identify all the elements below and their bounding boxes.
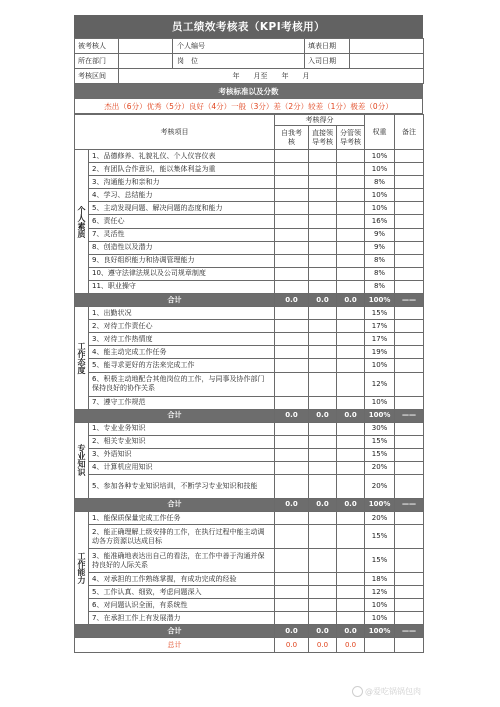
dept-score-cell[interactable] — [337, 612, 365, 625]
direct-score-cell[interactable] — [309, 435, 337, 448]
self-score-cell[interactable] — [275, 267, 309, 280]
item-text: 5、主动发现问题、解决问题的态度和能力 — [89, 202, 275, 215]
self-header: 自我考核 — [275, 126, 309, 150]
self-score-cell[interactable] — [275, 586, 309, 599]
item-row — [75, 396, 424, 409]
score-group-header: 考核得分 — [275, 115, 365, 126]
dept-score-cell[interactable] — [337, 346, 365, 359]
dept-score-cell[interactable] — [337, 228, 365, 241]
self-score-cell[interactable] — [275, 176, 309, 189]
weight-cell: 10% — [365, 202, 395, 215]
weight-cell: 15% — [365, 549, 395, 573]
item-text: 9、良好组织能力和协调管理能力 — [89, 254, 275, 267]
kpi-form — [74, 15, 423, 653]
assessee-field[interactable] — [119, 39, 173, 54]
weight-header: 权重 — [365, 115, 395, 150]
item-row — [75, 549, 424, 573]
direct-score-cell[interactable] — [309, 150, 337, 163]
note-cell[interactable] — [395, 586, 424, 599]
item-header: 考核项目 — [75, 115, 275, 150]
item-row — [75, 176, 424, 189]
dept-score-cell[interactable] — [337, 241, 365, 254]
join-date-label: 入司日期 — [305, 54, 350, 69]
grand-total-note — [395, 638, 424, 653]
item-row — [75, 372, 424, 396]
subtotal-weight: 100% — [365, 409, 395, 422]
dept-score-cell[interactable] — [337, 461, 365, 474]
item-row — [75, 189, 424, 202]
subtotal-self: 0.0 — [275, 625, 309, 638]
subtotal-note: —— — [395, 625, 424, 638]
direct-score-cell[interactable] — [309, 307, 337, 320]
dept-score-cell[interactable] — [337, 150, 365, 163]
note-cell[interactable] — [395, 461, 424, 474]
self-score-cell[interactable] — [275, 511, 309, 524]
item-text: 1、品德修养、礼貌礼仪、个人仪容仪表 — [89, 150, 275, 163]
item-text: 10、遵守法律法规以及公司规章制度 — [89, 267, 275, 280]
direct-score-cell[interactable] — [309, 176, 337, 189]
item-text: 7、遵守工作规范 — [89, 396, 275, 409]
weight-cell: 10% — [365, 189, 395, 202]
self-score-cell[interactable] — [275, 573, 309, 586]
item-text: 4、能主动完成工作任务 — [89, 346, 275, 359]
note-cell[interactable] — [395, 549, 424, 573]
note-cell[interactable] — [395, 176, 424, 189]
item-row — [75, 511, 424, 524]
self-score-cell[interactable] — [275, 280, 309, 293]
direct-score-cell[interactable] — [309, 215, 337, 228]
item-text: 6、积极主动地配合其他岗位的工作，与同事及协作部门保持良好的协作关系 — [89, 372, 275, 396]
self-score-cell[interactable] — [275, 202, 309, 215]
subtotal-dept: 0.0 — [337, 498, 365, 511]
dept-score-cell[interactable] — [337, 448, 365, 461]
direct-score-cell[interactable] — [309, 254, 337, 267]
direct-score-cell[interactable] — [309, 612, 337, 625]
weight-cell: 10% — [365, 599, 395, 612]
item-row — [75, 359, 424, 372]
note-cell[interactable] — [395, 448, 424, 461]
dept-score-cell[interactable] — [337, 307, 365, 320]
assessment-table — [74, 114, 424, 653]
subtotal-direct: 0.0 — [309, 409, 337, 422]
direct-score-cell[interactable] — [309, 448, 337, 461]
item-text: 3、沟通能力和亲和力 — [89, 176, 275, 189]
item-text: 4、学习、总结能力 — [89, 189, 275, 202]
note-cell[interactable] — [395, 573, 424, 586]
dept-score-cell[interactable] — [337, 474, 365, 498]
subtotal-direct: 0.0 — [309, 294, 337, 307]
subtotal-row — [75, 625, 424, 638]
weight-cell: 16% — [365, 215, 395, 228]
item-row — [75, 241, 424, 254]
subtotal-label: 合计 — [75, 409, 275, 422]
item-text: 3、外语知识 — [89, 448, 275, 461]
item-row — [75, 435, 424, 448]
grand-total-row — [75, 638, 424, 653]
dept-score-cell[interactable] — [337, 511, 365, 524]
subtotal-dept: 0.0 — [337, 294, 365, 307]
dept-field[interactable] — [119, 54, 173, 69]
subtotal-dept: 0.0 — [337, 409, 365, 422]
item-row — [75, 163, 424, 176]
dept-score-cell[interactable] — [337, 599, 365, 612]
weight-cell: 10% — [365, 163, 395, 176]
note-cell[interactable] — [395, 612, 424, 625]
self-score-cell[interactable] — [275, 435, 309, 448]
self-score-cell[interactable] — [275, 448, 309, 461]
direct-score-cell[interactable] — [309, 189, 337, 202]
dept-score-cell[interactable] — [337, 359, 365, 372]
category-label: 专业知识 — [75, 422, 89, 498]
self-score-cell[interactable] — [275, 396, 309, 409]
assessee-label: 被考核人 — [75, 39, 119, 54]
note-cell[interactable] — [395, 474, 424, 498]
item-row — [75, 320, 424, 333]
score-scale: 杰出（6分）优秀（5分）良好（4分）一般（3分）差（2分）较差（1分）极差（0分） — [74, 99, 423, 114]
weight-cell: 15% — [365, 435, 395, 448]
direct-score-cell[interactable] — [309, 333, 337, 346]
dept-score-cell[interactable] — [337, 189, 365, 202]
self-score-cell[interactable] — [275, 422, 309, 435]
camera-icon — [352, 686, 363, 697]
join-date-field[interactable] — [350, 54, 424, 69]
self-score-cell[interactable] — [275, 254, 309, 267]
weight-cell: 15% — [365, 448, 395, 461]
self-score-cell[interactable] — [275, 372, 309, 396]
self-score-cell[interactable] — [275, 346, 309, 359]
note-cell[interactable] — [395, 228, 424, 241]
item-text: 7、在承担工作上有发展潜力 — [89, 612, 275, 625]
weight-cell: 20% — [365, 511, 395, 524]
self-score-cell[interactable] — [275, 228, 309, 241]
weight-cell: 8% — [365, 254, 395, 267]
note-cell[interactable] — [395, 189, 424, 202]
item-row — [75, 573, 424, 586]
subtotal-self: 0.0 — [275, 409, 309, 422]
direct-score-cell[interactable] — [309, 511, 337, 524]
self-score-cell[interactable] — [275, 320, 309, 333]
direct-score-cell[interactable] — [309, 320, 337, 333]
dept-score-cell[interactable] — [337, 163, 365, 176]
subtotal-label: 合计 — [75, 498, 275, 511]
item-text: 3、对待工作热情度 — [89, 333, 275, 346]
subtotal-self: 0.0 — [275, 498, 309, 511]
fill-date-field[interactable] — [350, 39, 424, 54]
note-cell[interactable] — [395, 215, 424, 228]
direct-score-cell[interactable] — [309, 228, 337, 241]
direct-score-cell[interactable] — [309, 359, 337, 372]
item-row — [75, 422, 424, 435]
direct-score-cell[interactable] — [309, 461, 337, 474]
grand-total-label: 总计 — [75, 638, 275, 653]
item-text: 7、灵活性 — [89, 228, 275, 241]
dept-score-cell[interactable] — [337, 176, 365, 189]
weight-cell: 12% — [365, 586, 395, 599]
self-score-cell[interactable] — [275, 215, 309, 228]
weight-cell: 20% — [365, 474, 395, 498]
note-cell[interactable] — [395, 307, 424, 320]
weight-cell: 10% — [365, 150, 395, 163]
note-cell[interactable] — [395, 599, 424, 612]
subtotal-note: —— — [395, 409, 424, 422]
note-cell[interactable] — [395, 163, 424, 176]
grand-total-self: 0.0 — [275, 638, 309, 653]
subtotal-row — [75, 498, 424, 511]
weight-cell: 8% — [365, 267, 395, 280]
weight-cell: 18% — [365, 573, 395, 586]
subtotal-label: 合计 — [75, 294, 275, 307]
item-row — [75, 586, 424, 599]
direct-score-cell[interactable] — [309, 474, 337, 498]
item-row — [75, 448, 424, 461]
direct-score-cell[interactable] — [309, 267, 337, 280]
subtotal-direct: 0.0 — [309, 498, 337, 511]
note-cell[interactable] — [395, 525, 424, 549]
weight-cell: 17% — [365, 333, 395, 346]
self-score-cell[interactable] — [275, 474, 309, 498]
grand-total-dept: 0.0 — [337, 638, 365, 653]
note-cell[interactable] — [395, 333, 424, 346]
direct-score-cell[interactable] — [309, 586, 337, 599]
item-row — [75, 599, 424, 612]
note-cell[interactable] — [395, 372, 424, 396]
dept-score-cell[interactable] — [337, 267, 365, 280]
item-text: 5、参加各种专业知识培训，不断学习专业知识和技能 — [89, 474, 275, 498]
item-text: 6、责任心 — [89, 215, 275, 228]
weight-cell: 9% — [365, 228, 395, 241]
note-cell[interactable] — [395, 511, 424, 524]
direct-score-cell[interactable] — [309, 525, 337, 549]
item-row — [75, 215, 424, 228]
self-score-cell[interactable] — [275, 307, 309, 320]
item-text: 3、能准确地表达出自己的看法，在工作中善于沟通并保持良好的人际关系 — [89, 549, 275, 573]
watermark-text: @爱吃锅锅包肉 — [365, 687, 421, 696]
item-row — [75, 267, 424, 280]
item-text: 2、有团队合作意识，能以集体利益为重 — [89, 163, 275, 176]
category-label: 个人素质 — [75, 150, 89, 294]
position-label: 岗 位 — [177, 56, 198, 65]
dept-score-cell[interactable] — [337, 422, 365, 435]
info-table — [74, 38, 424, 84]
self-score-cell[interactable] — [275, 525, 309, 549]
subtotal-row — [75, 409, 424, 422]
item-text: 8、创造性以及潜力 — [89, 241, 275, 254]
subtotal-weight: 100% — [365, 498, 395, 511]
self-score-cell[interactable] — [275, 333, 309, 346]
item-text: 1、出勤状况 — [89, 307, 275, 320]
weight-cell: 15% — [365, 307, 395, 320]
note-header: 备注 — [395, 115, 424, 150]
period-label: 考核区间 — [75, 69, 119, 84]
subtotal-self: 0.0 — [275, 294, 309, 307]
direct-score-cell[interactable] — [309, 241, 337, 254]
item-row — [75, 280, 424, 293]
subtotal-direct: 0.0 — [309, 625, 337, 638]
item-row — [75, 461, 424, 474]
direct-score-cell[interactable] — [309, 396, 337, 409]
fill-date-label: 填表日期 — [305, 39, 350, 54]
item-row — [75, 254, 424, 267]
dept-score-cell[interactable] — [337, 202, 365, 215]
category-label: 工作能力 — [75, 511, 89, 624]
self-score-cell[interactable] — [275, 359, 309, 372]
dept-score-cell[interactable] — [337, 573, 365, 586]
item-row — [75, 202, 424, 215]
dept-score-cell[interactable] — [337, 280, 365, 293]
item-row — [75, 474, 424, 498]
note-cell[interactable] — [395, 422, 424, 435]
subtotal-dept: 0.0 — [337, 625, 365, 638]
direct-score-cell[interactable] — [309, 163, 337, 176]
item-row — [75, 525, 424, 549]
dept-score-cell[interactable] — [337, 372, 365, 396]
dept-score-cell[interactable] — [337, 586, 365, 599]
period-field[interactable]: 年 月至 年 月 — [119, 69, 424, 84]
dept-score-cell[interactable] — [337, 525, 365, 549]
direct-score-cell[interactable] — [309, 346, 337, 359]
item-row — [75, 150, 424, 163]
note-cell[interactable] — [395, 150, 424, 163]
direct-score-cell[interactable] — [309, 372, 337, 396]
watermark — [352, 686, 421, 697]
subtotal-note: —— — [395, 294, 424, 307]
weight-cell: 19% — [365, 346, 395, 359]
self-score-cell[interactable] — [275, 163, 309, 176]
dept-label: 所在部门 — [75, 54, 119, 69]
direct-score-cell[interactable] — [309, 573, 337, 586]
category-label: 工作态度 — [75, 307, 89, 410]
item-row — [75, 307, 424, 320]
dept-score-cell[interactable] — [337, 549, 365, 573]
dept-score-cell[interactable] — [337, 215, 365, 228]
grand-total-weight — [365, 638, 395, 653]
weight-cell: 12% — [365, 372, 395, 396]
note-cell[interactable] — [395, 267, 424, 280]
item-row — [75, 346, 424, 359]
weight-cell: 9% — [365, 241, 395, 254]
self-score-cell[interactable] — [275, 461, 309, 474]
item-text: 4、对承担的工作熟练掌握，有成功完成的经验 — [89, 573, 275, 586]
item-text: 2、对待工作责任心 — [89, 320, 275, 333]
form-title: 员工绩效考核表（KPI考核用） — [74, 15, 423, 38]
item-text: 2、能正确理解上级安排的工作，在执行过程中能主动调动各方资源以达成目标 — [89, 525, 275, 549]
self-score-cell[interactable] — [275, 599, 309, 612]
standard-title: 考核标准以及分数 — [74, 84, 423, 99]
item-row — [75, 612, 424, 625]
weight-cell: 17% — [365, 320, 395, 333]
note-cell[interactable] — [395, 435, 424, 448]
item-text: 2、相关专业知识 — [89, 435, 275, 448]
weight-cell: 10% — [365, 612, 395, 625]
item-text: 5、工作认真、细致，考虑问题深入 — [89, 586, 275, 599]
self-score-cell[interactable] — [275, 150, 309, 163]
dept-score-cell[interactable] — [337, 320, 365, 333]
direct-score-cell[interactable] — [309, 280, 337, 293]
subtotal-weight: 100% — [365, 625, 395, 638]
note-cell[interactable] — [395, 280, 424, 293]
weight-cell: 10% — [365, 359, 395, 372]
dept-score-cell[interactable] — [337, 254, 365, 267]
item-text: 11、职业操守 — [89, 280, 275, 293]
item-row — [75, 228, 424, 241]
direct-header: 直接领导考核 — [309, 126, 337, 150]
dept-score-cell[interactable] — [337, 435, 365, 448]
note-cell[interactable] — [395, 202, 424, 215]
weight-cell: 20% — [365, 461, 395, 474]
weight-cell: 8% — [365, 280, 395, 293]
direct-score-cell[interactable] — [309, 599, 337, 612]
weight-cell: 30% — [365, 422, 395, 435]
self-score-cell[interactable] — [275, 612, 309, 625]
note-cell[interactable] — [395, 254, 424, 267]
self-score-cell[interactable] — [275, 241, 309, 254]
item-text: 4、计算机应用知识 — [89, 461, 275, 474]
note-cell[interactable] — [395, 241, 424, 254]
dept-score-cell[interactable] — [337, 396, 365, 409]
item-text: 1、专业业务知识 — [89, 422, 275, 435]
note-cell[interactable] — [395, 320, 424, 333]
direct-score-cell[interactable] — [309, 549, 337, 573]
note-cell[interactable] — [395, 359, 424, 372]
self-score-cell[interactable] — [275, 549, 309, 573]
subtotal-row — [75, 294, 424, 307]
subtotal-weight: 100% — [365, 294, 395, 307]
dept-header: 分管领导考核 — [337, 126, 365, 150]
direct-score-cell[interactable] — [309, 422, 337, 435]
subtotal-note: —— — [395, 498, 424, 511]
item-row — [75, 333, 424, 346]
direct-score-cell[interactable] — [309, 202, 337, 215]
self-score-cell[interactable] — [275, 189, 309, 202]
item-text: 6、对问题认识全面，有系统性 — [89, 599, 275, 612]
item-text: 1、能保质保量完成工作任务 — [89, 511, 275, 524]
note-cell[interactable] — [395, 346, 424, 359]
weight-cell: 10% — [365, 396, 395, 409]
dept-score-cell[interactable] — [337, 333, 365, 346]
note-cell[interactable] — [395, 396, 424, 409]
item-text: 5、能寻求更好的方法来完成工作 — [89, 359, 275, 372]
grand-total-direct: 0.0 — [309, 638, 337, 653]
weight-cell: 8% — [365, 176, 395, 189]
emp-no-label: 个人编号 — [177, 41, 205, 50]
weight-cell: 15% — [365, 525, 395, 549]
subtotal-label: 合计 — [75, 625, 275, 638]
